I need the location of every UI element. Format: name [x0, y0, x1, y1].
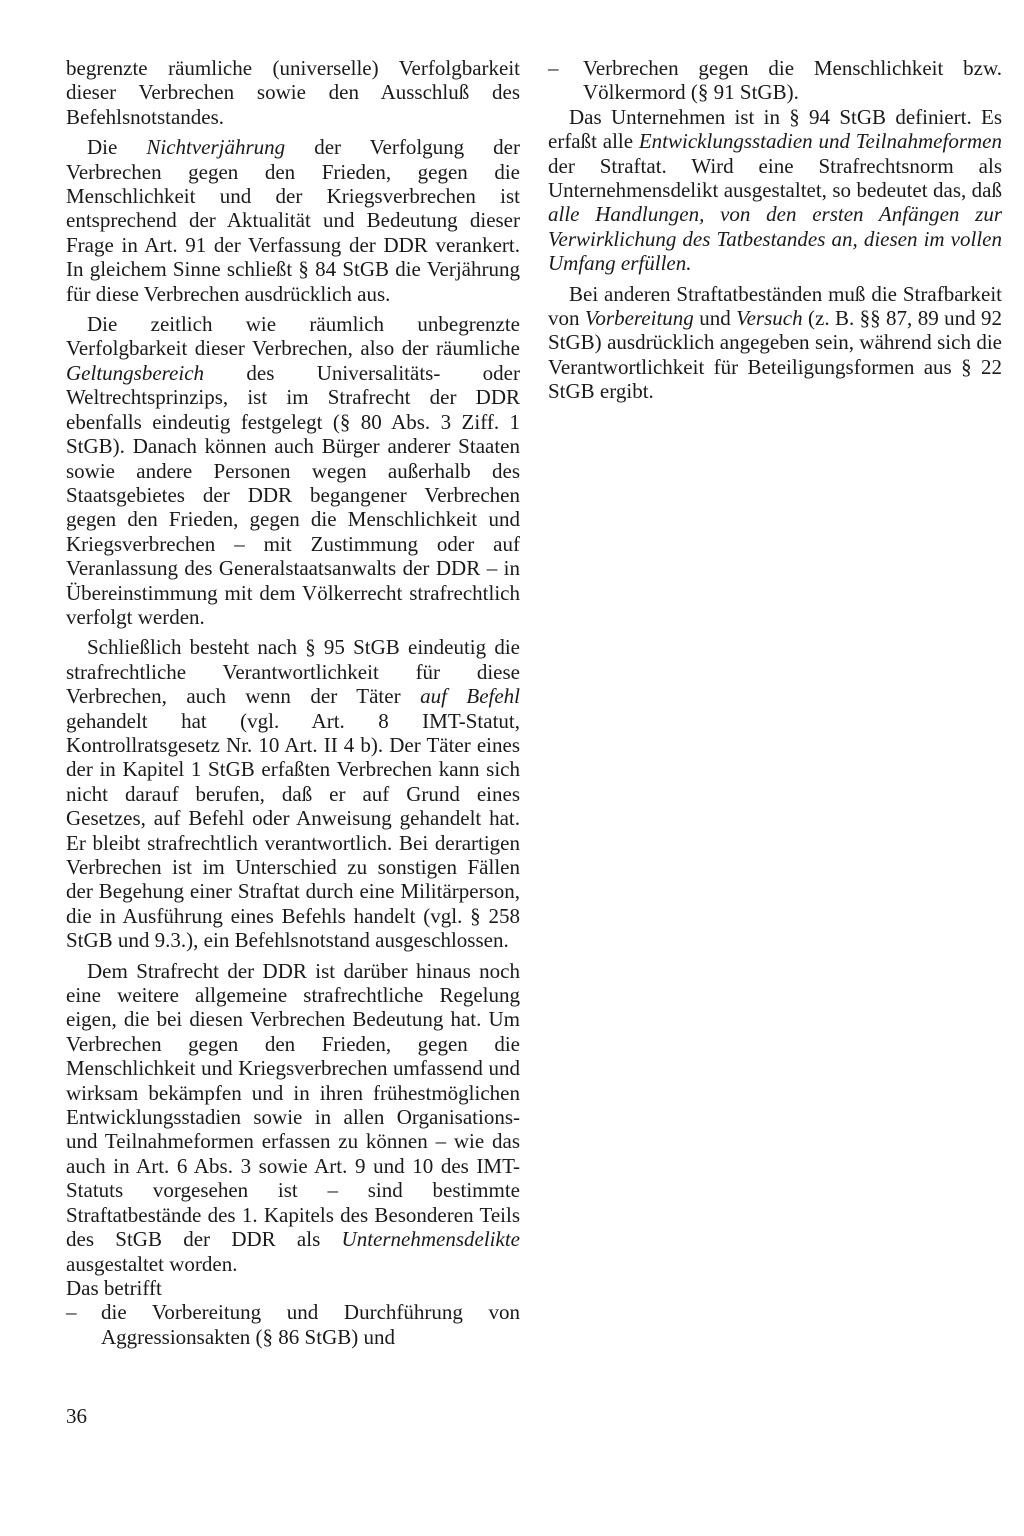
paragraph [66, 959, 520, 1276]
text-run: Bei anderen Straftatbeständen muß die Strafbarkeit von [548, 281, 1002, 331]
text-run: des Universalitäts- oder Weltrechtsprinzips, ist im Strafrecht der DDR ebenfalls eindeutig festgelegt (§ 80 Abs. 3 Ziff. 1 StGB). Danach können auch Bürger anderer Staaten sowie andere Personen wegen außerhalb des Staatsgebietes der DDR begangener Verbrechen gegen den Frieden, gegen die Menschlichkeit und Kriegsverbrechen – mit Zustimmung oder auf Veranlassung des Generalstaatsanwalts der DDR – in Übereinstimmung mit dem Völkerrecht strafrechtlich verfolgt werden. [66, 360, 520, 629]
text-run: (z. B. §§ 87, 89 und 92 StGB) ausdrücklich angegeben sein, während sich die Verantwortlichkeit für Beteiligungsformen aus § 22 StGB ergibt. [548, 306, 1003, 404]
text-run: Verbrechen gegen die Menschlichkeit bzw. Völkermord (§ 91 StGB). [583, 56, 1002, 105]
page-number: 36 [66, 1404, 87, 1428]
text-run: Die [87, 135, 147, 160]
italic-text-run: alle Handlungen, von den ersten Anfängen zur Verwirklichung des Tatbestandes an, diesen im vollen Umfang erfüllen. [548, 202, 1002, 276]
paragraph [66, 635, 520, 952]
left-text-column [66, 56, 520, 1349]
italic-text-run: Vorbereitung [584, 306, 694, 331]
italic-text-run: Geltungsbereich [66, 360, 205, 385]
italic-text-run: Unternehmensdelikte [341, 1227, 520, 1252]
text-run: und [693, 306, 737, 331]
dash-bullet: – [66, 1300, 77, 1325]
paragraph [66, 1276, 520, 1300]
dash-list-item [66, 1300, 520, 1349]
dash-list-item [548, 56, 1002, 105]
italic-text-run: Versuch [736, 306, 803, 331]
paragraph [548, 282, 1002, 404]
paragraph [66, 312, 520, 629]
italic-text-run: Entwicklungsstadien und Teilnahmeformen [638, 129, 1002, 154]
dash-bullet: – [548, 56, 559, 80]
paragraph [66, 135, 520, 306]
paragraph [548, 105, 1002, 276]
text-run: Das betrifft [66, 1275, 162, 1300]
text-run: Das Unternehmen ist in § 94 StGB definiert. Es erfaßt alle [548, 104, 1002, 154]
text-run: Schließlich besteht nach § 95 StGB eindeutig die strafrechtliche Verantwortlichkeit für diese Verbrechen, auch wenn der Täter [66, 635, 520, 709]
right-text-column [548, 56, 1002, 404]
italic-text-run: auf Befehl [420, 684, 521, 709]
text-run: ausgestaltet worden. [66, 1251, 238, 1276]
text-run: Dem Strafrecht der DDR ist darüber hinaus noch eine weitere allgemeine strafrechtliche Regelung eigen, die bei diesen Verbrechen Bedeutung hat. Um Verbrechen gegen den Frieden, gegen die Menschlichkeit und Kriegsverbrechen umfassend und wirksam bekämpfen und in ihren frühestmöglichen Entwicklungsstadien sowie in allen Organisations- und Teilnahmeformen erfassen zu können – wie das auch in Art. 6 Abs. 3 sowie Art. 9 und 10 des IMT-Statuts vorgesehen ist – sind bestimmte Straftatbestände des 1. Kapitels des Besonderen Teils des StGB der DDR als [66, 958, 520, 1252]
text-run: der Verfolgung der Verbrechen gegen den Frieden, gegen die Menschlichkeit und der Kriegsverbrechen ist entsprechend der Aktualität und Bedeutung dieser Frage in Art. 91 der Verfassung der DDR verankert. In gleichem Sinne schließt § 84 StGB die Verjährung für diese Verbrechen ausdrücklich aus. [66, 135, 520, 306]
text-run: der Straftat. Wird eine Strafrechtsnorm als Unternehmensdelikt ausgestaltet, so bedeutet das, daß [548, 153, 1002, 203]
paragraph [66, 56, 520, 129]
text-run: Die zeitlich wie räumlich unbegrenzte Verfolgbarkeit dieser Verbrechen, also der räumliche [66, 312, 520, 361]
text-run: begrenzte räumliche (universelle) Verfolgbarkeit dieser Verbrechen sowie den Ausschluß des Befehlsnotstandes. [66, 56, 520, 129]
text-run: die Vorbereitung und Durchführung von Aggressionsakten (§ 86 StGB) und [101, 1300, 520, 1349]
italic-text-run: Nichtverjährung [146, 135, 286, 160]
text-run: gehandelt hat (vgl. Art. 8 IMT-Statut, Kontrollratsgesetz Nr. 10 Art. II 4 b). Der Täter eines der in Kapitel 1 StGB erfaßten Verbrechen kann sich nicht darauf berufen, daß er auf Grund eines Gesetzes, auf Befehl oder Anweisung gehandelt hat. Er bleibt strafrechtlich verantwortlich. Bei derartigen Verbrechen ist im Unterschied zu sonstigen Fällen der Begehung einer Straftat durch eine Militärperson, die in Ausführung eines Befehls handelt (vgl. § 258 StGB und 9.3.), ein Befehlsnotstand ausgeschlossen. [66, 708, 520, 953]
